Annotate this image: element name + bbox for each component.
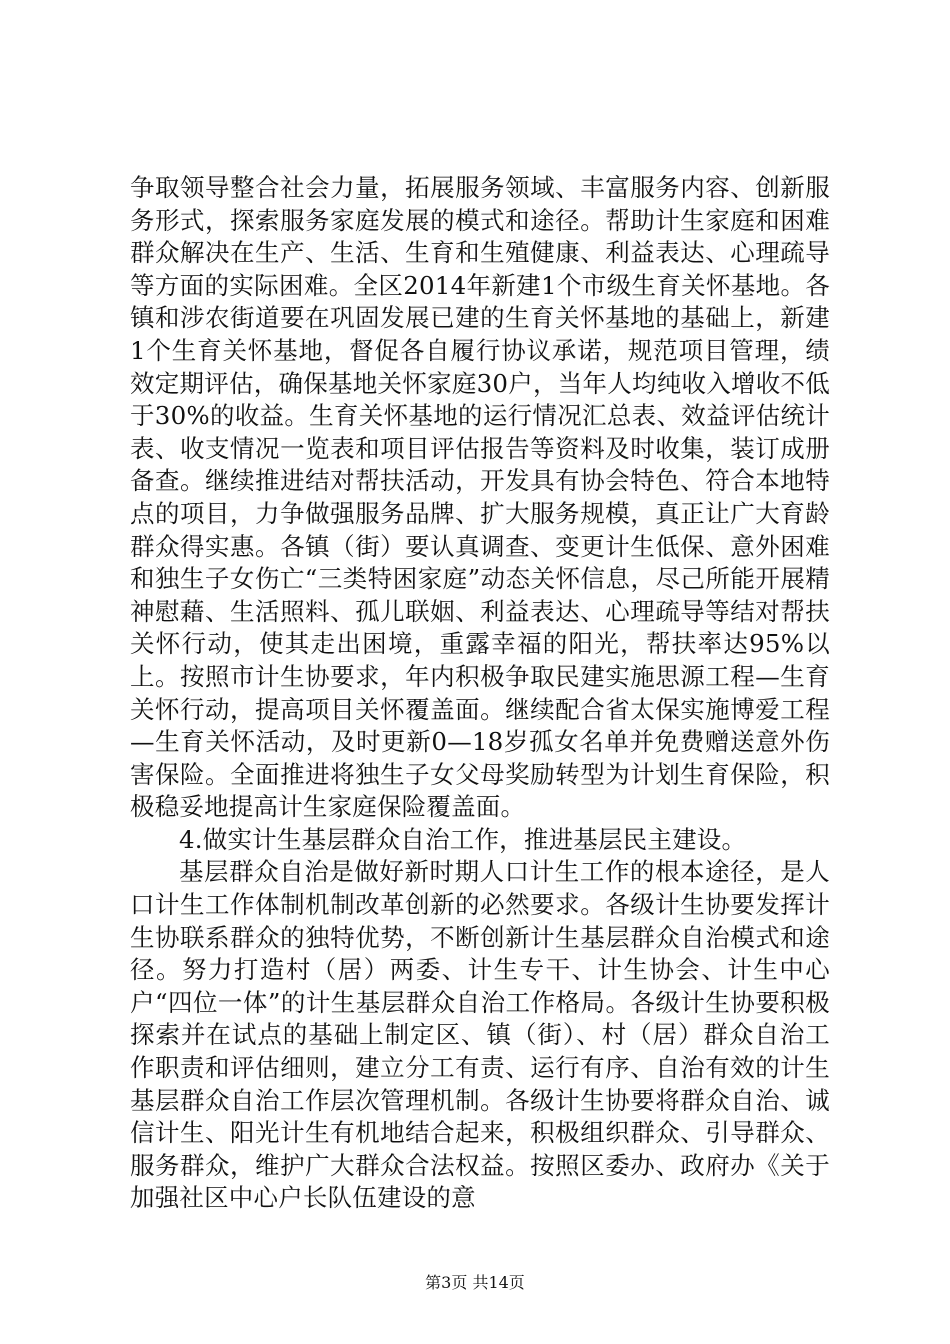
- paragraph-continued: 争取领导整合社会力量，拓展服务领域、丰富服务内容、创新服务形式，探索服务家庭发展的模式和途径。帮助计生家庭和困难群众解决在生产、生活、生育和生殖健康、利益表达、心理疏导等方面的实际困难。全区2014年新建1个市级生育关怀基地。各镇和涉农街道要在巩固发展已建的生育关怀基地的基础上，新建1个生育关怀基地，督促各自履行协议承诺，规范项目管理，绩效定期评估，确保基地关怀家庭30户，当年人均纯收入增收不低于30%的收益。生育关怀基地的运行情况汇总表、效益评估统计表、收支情况一览表和项目评估报告等资料及时收集，装订成册备查。继续推进结对帮扶活动，开发具有协会特色、符合本地特点的项目，力争做强服务品牌、扩大服务规模，真正让广大育龄群众得实惠。各镇（街）要认真调查、变更计生低保、意外困难和独生子女伤亡“三类特困家庭”动态关怀信息，尽己所能开展精神慰藉、生活照料、孤儿联姻、利益表达、心理疏导等结对帮扶关怀行动，使其走出困境，重露幸福的阳光，帮扶率达95%以上。按照市计生协要求，年内积极争取民建实施思源工程—生育关怀行动，提高项目关怀覆盖面。继续配合省太保实施博爱工程—生育关怀活动，及时更新0—18岁孤女名单并免费赠送意外伤害保险。全面推进将独生子女父母奖励转型为计划生育保险，积极稳妥地提高计生家庭保险覆盖面。: [130, 173, 830, 822]
- paragraph: 基层群众自治是做好新时期人口计生工作的根本途径，是人口计生工作体制机制改革创新的必然要求。各级计生协要发挥计生协联系群众的独特优势，不断创新计生基层群众自治模式和途径。努力打造村（居）两委、计生专干、计生协会、计生中心户“四位一体”的计生基层群众自治工作格局。各级计生协要积极探索并在试点的基础上制定区、镇（街）、村（居）群众自治工作职责和评估细则，建立分工有责、运行有序、自治有效的计生基层群众自治工作层次管理机制。各级计生协要将群众自治、诚信计生、阳光计生有机地结合起来，积极组织群众、引导群众、服务群众，维护广大群众合法权益。按照区委办、政府办《关于加强社区中心户长队伍建设的意: [130, 857, 830, 1213]
- document-body: [130, 172, 830, 1215]
- section-heading: 4.做实计生基层群众自治工作，推进基层民主建设。: [179, 824, 747, 854]
- page-footer: 第3页 共14页: [425, 1273, 525, 1292]
